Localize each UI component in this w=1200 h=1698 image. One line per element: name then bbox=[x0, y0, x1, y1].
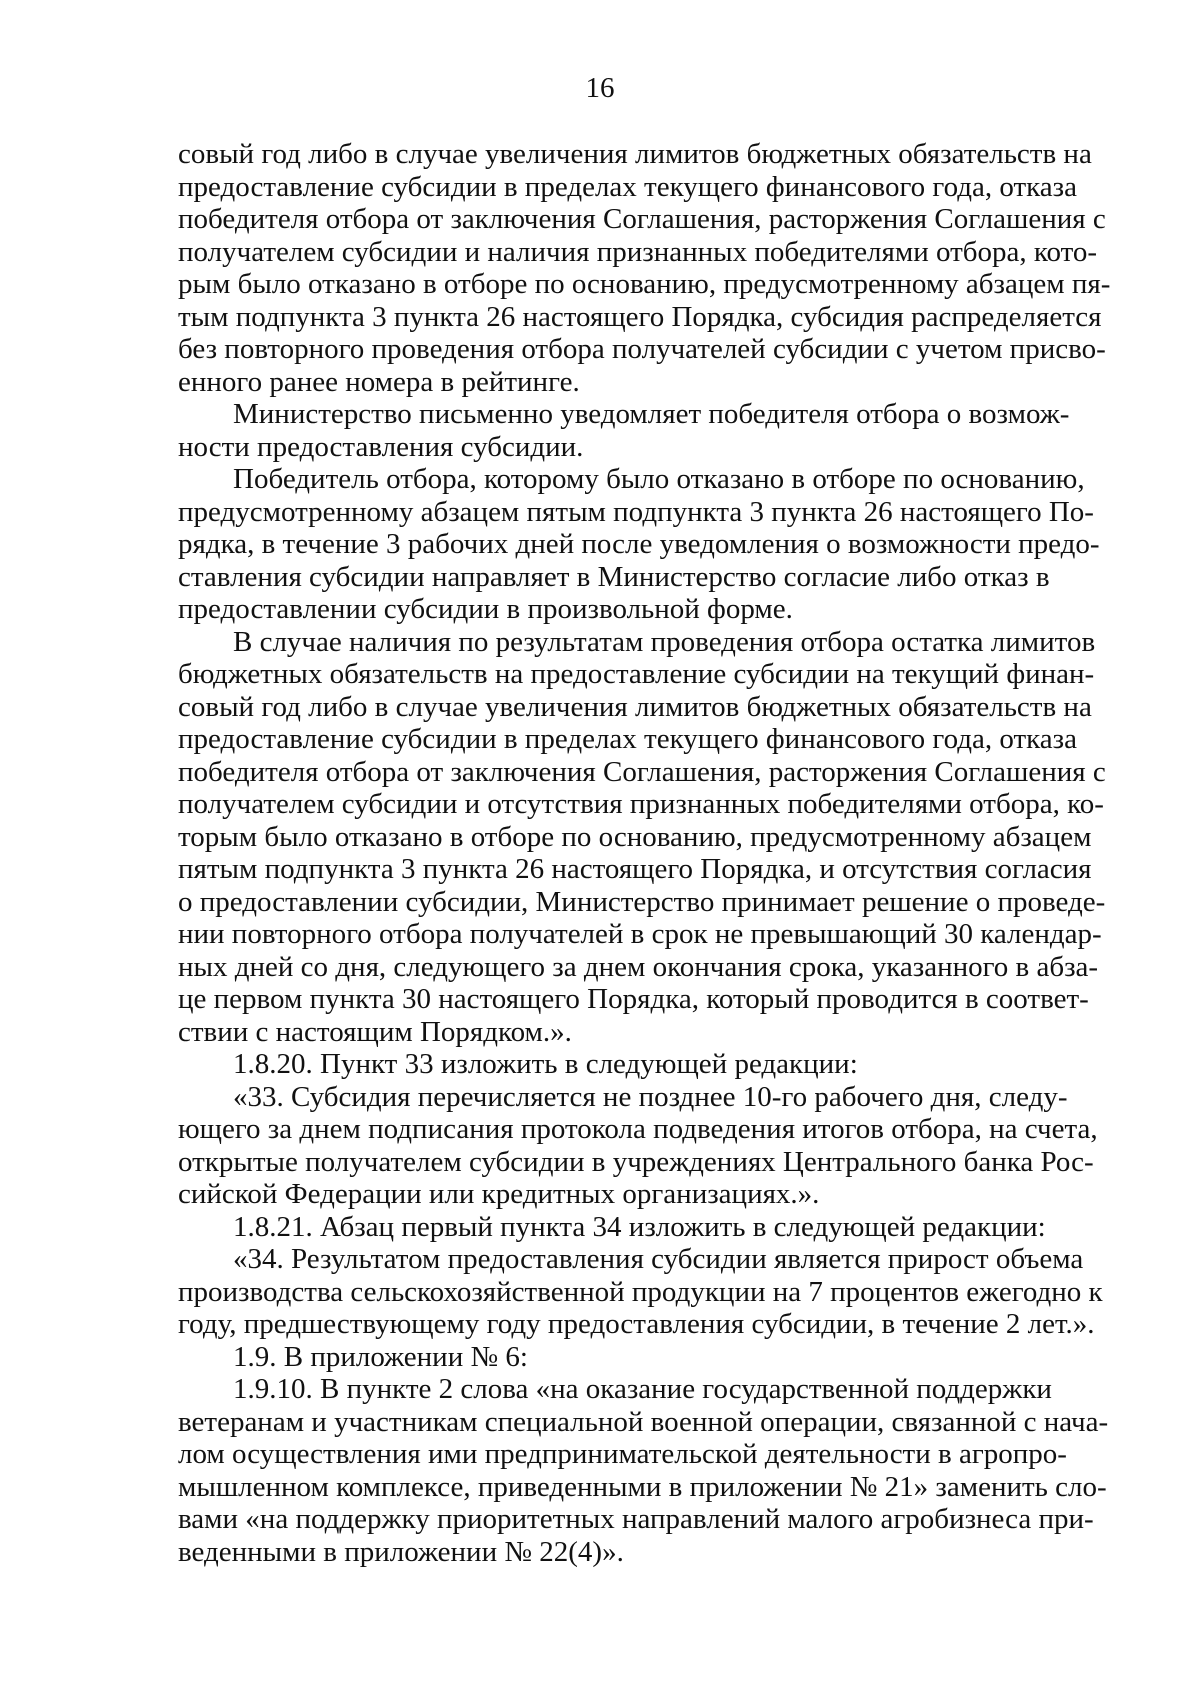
text-line: це первом пункта 30 настоящего Порядка, который проводится в соответ- bbox=[178, 983, 1089, 1015]
text-line: производства сельскохозяйственной продукции на 7 процентов ежегодно к bbox=[178, 1275, 1103, 1308]
text-line: ставления субсидии направляет в Министерство согласие либо отказ в bbox=[178, 560, 1050, 593]
text-line: совый год либо в случае увеличения лимитов бюджетных обязательств на bbox=[178, 690, 1092, 723]
text-line: енного ранее номера в рейтинге. bbox=[178, 365, 580, 398]
text-line: мышленном комплексе, приведенными в приложении № 21» заменить сло- bbox=[178, 1470, 1107, 1503]
text-line: году, предшествующему году предоставления субсидии, в течение 2 лет.». bbox=[178, 1308, 1095, 1340]
text-line: предоставление субсидии в пределах текущего финансового года, отказа bbox=[178, 170, 1077, 203]
text-line: торым было отказано в отборе по основанию, предусмотренному абзацем bbox=[178, 820, 1092, 853]
text-line: ствии с настоящим Порядком.». bbox=[178, 1015, 572, 1048]
text-line: совый год либо в случае увеличения лимитов бюджетных обязательств на bbox=[178, 138, 1092, 170]
text-line: вами «на поддержку приоритетных направлений малого агробизнеса при- bbox=[178, 1503, 1094, 1535]
text-line: предоставление субсидии в пределах текущего финансового года, отказа bbox=[178, 723, 1077, 755]
text-line: нии повторного отбора получателей в срок не превышающий 30 календар- bbox=[178, 918, 1102, 950]
document-body bbox=[178, 138, 1111, 1568]
text-line: «33. Субсидия перечисляется не позднее 10-го рабочего дня, следу- bbox=[233, 1080, 1068, 1113]
text-line: веденными в приложении № 22(4)». bbox=[178, 1535, 624, 1568]
text-line: предоставлении субсидии в произвольной форме. bbox=[178, 593, 793, 625]
text-line: победителя отбора от заключения Соглашения, расторжения Соглашения с bbox=[178, 755, 1106, 788]
text-line: ных дней со дня, следующего за днем окончания срока, указанного в абза- bbox=[178, 950, 1099, 983]
text-line: получателем субсидии и отсутствия признанных победителями отбора, ко- bbox=[178, 788, 1104, 820]
text-line: Победитель отбора, которому было отказано в отборе по основанию, bbox=[233, 463, 1085, 495]
text-line: 1.8.21. Абзац первый пункта 34 изложить в следующей редакции: bbox=[233, 1210, 1046, 1243]
text-line: ности предоставления субсидии. bbox=[178, 430, 584, 463]
text-line: рым было отказано в отборе по основанию, предусмотренному абзацем пя- bbox=[178, 268, 1111, 300]
text-line: 1.9. В приложении № 6: bbox=[233, 1340, 528, 1373]
text-line: ющего за днем подписания протокола подведения итогов отбора, на счета, bbox=[178, 1113, 1098, 1145]
text-line: В случае наличия по результатам проведения отбора остатка лимитов bbox=[233, 625, 1096, 658]
text-line: бюджетных обязательств на предоставление субсидии на текущий финан- bbox=[178, 658, 1095, 690]
text-line: 1.9.10. В пункте 2 слова «на оказание государственной поддержки bbox=[233, 1373, 1052, 1405]
text-line: 1.8.20. Пункт 33 изложить в следующей редакции: bbox=[233, 1048, 858, 1080]
text-line: рядка, в течение 3 рабочих дней после уведомления о возможности предо- bbox=[178, 528, 1100, 560]
text-line: без повторного проведения отбора получателей субсидии с учетом присво- bbox=[178, 333, 1106, 365]
text-line: ветеранам и участникам специальной военной операции, связанной с нача- bbox=[178, 1405, 1109, 1438]
text-line: пятым подпункта 3 пункта 26 настоящего Порядка, и отсутствия согласия bbox=[178, 853, 1092, 885]
text-line: лом осуществления ими предпринимательской деятельности в агропро- bbox=[178, 1438, 1067, 1470]
text-line: «34. Результатом предоставления субсидии является прирост объема bbox=[233, 1243, 1084, 1275]
text-line: о предоставлении субсидии, Министерство принимает решение о проведе- bbox=[178, 885, 1106, 918]
page-number: 16 bbox=[585, 72, 615, 104]
text-line: предусмотренному абзацем пятым подпункта 3 пункта 26 настоящего По- bbox=[178, 495, 1094, 528]
text-line: получателем субсидии и наличия признанных победителями отбора, кото- bbox=[178, 235, 1098, 268]
text-line: сийской Федерации или кредитных организациях.». bbox=[178, 1178, 820, 1210]
text-line: победителя отбора от заключения Соглашения, расторжения Соглашения с bbox=[178, 203, 1106, 235]
text-line: открытые получателем субсидии в учреждениях Центрального банка Рос- bbox=[178, 1145, 1094, 1178]
text-line: Министерство письменно уведомляет победителя отбора о возмож- bbox=[233, 398, 1070, 430]
text-line: тым подпункта 3 пункта 26 настоящего Порядка, субсидия распределяется bbox=[178, 300, 1102, 333]
